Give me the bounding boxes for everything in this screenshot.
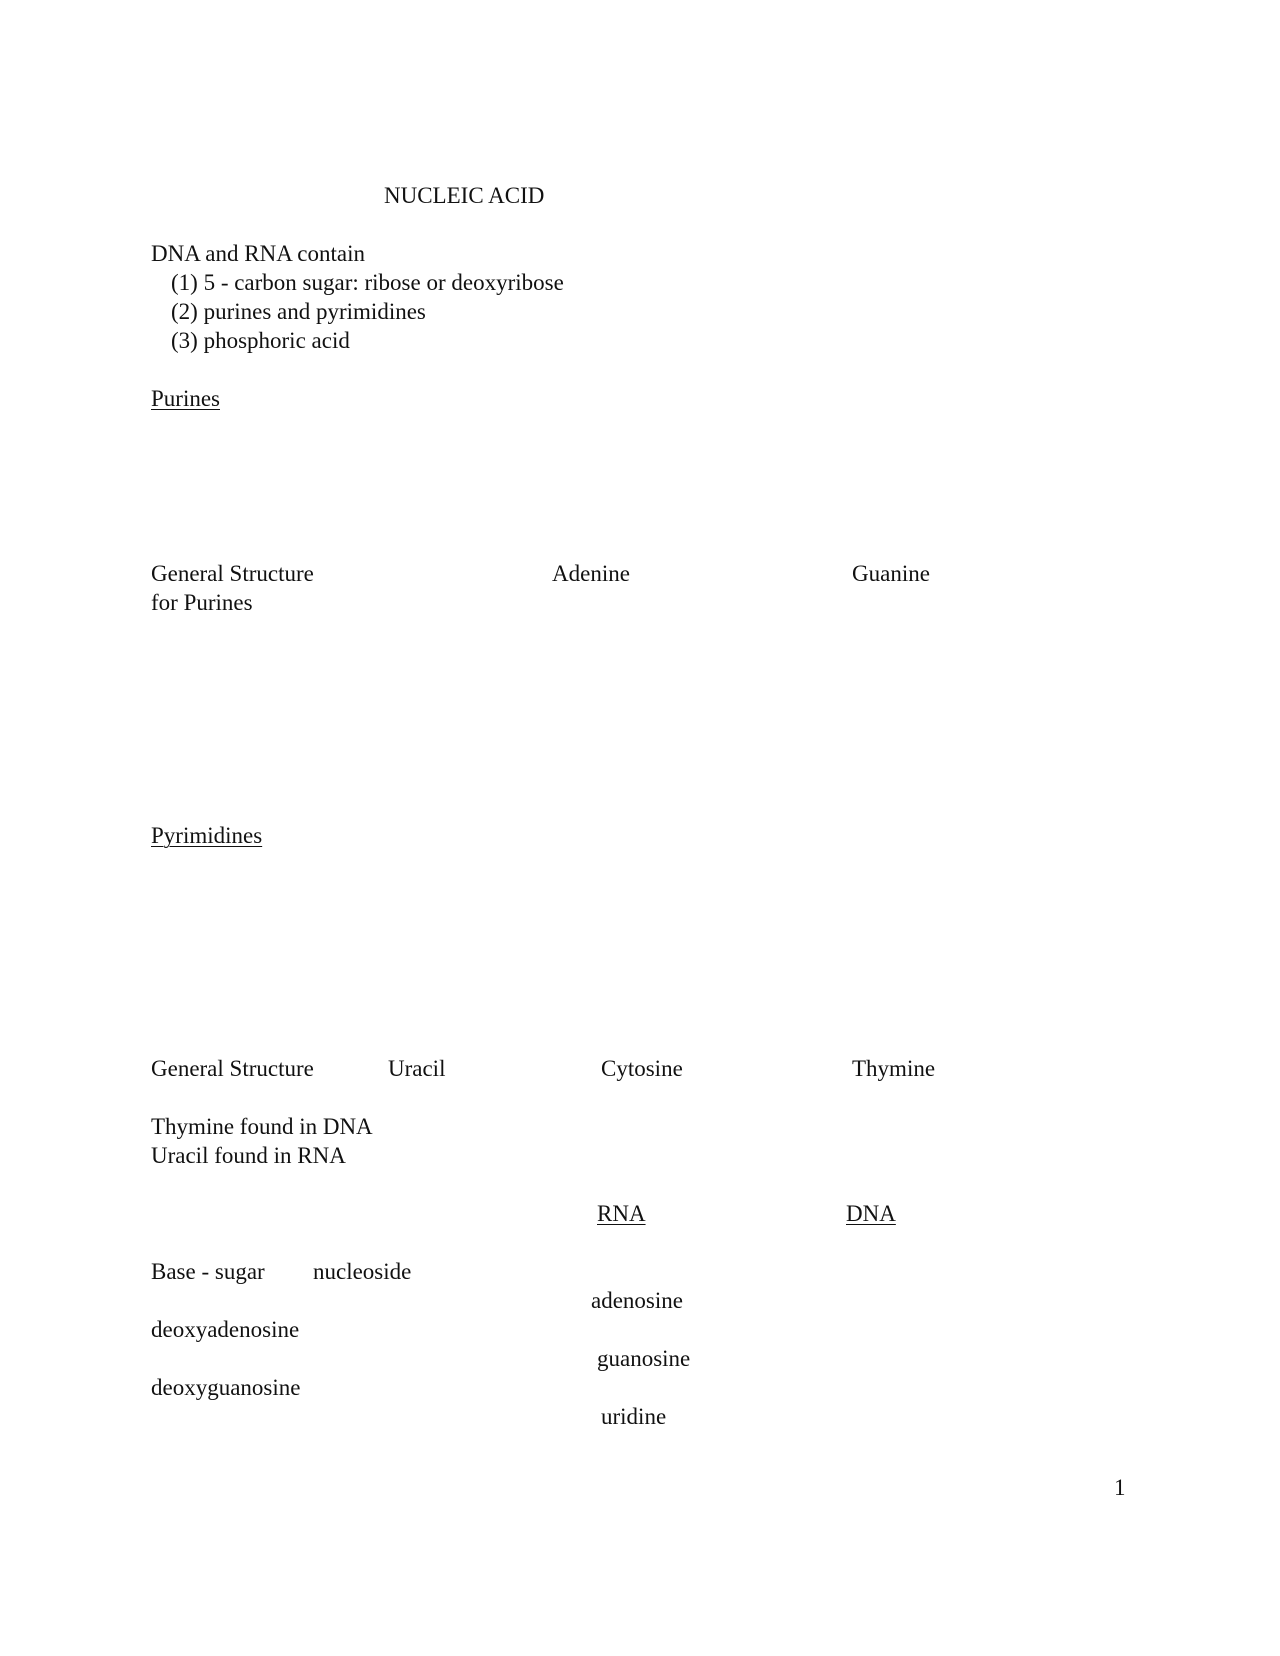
thymine-label: Thymine bbox=[852, 1056, 936, 1081]
base-sugar-label: Base - sugar bbox=[151, 1259, 265, 1284]
thymine-note: Thymine found in DNA bbox=[151, 1114, 373, 1139]
pyrimidines-general-structure: General Structure bbox=[151, 1056, 314, 1081]
deoxyguanosine-label: deoxyguanosine bbox=[151, 1375, 301, 1400]
intro-heading: DNA and RNA contain bbox=[151, 241, 366, 266]
adenosine-label: adenosine bbox=[591, 1288, 683, 1313]
intro-item-3: (3) phosphoric acid bbox=[171, 328, 350, 353]
guanosine-label: guanosine bbox=[597, 1346, 691, 1371]
uracil-note: Uracil found in RNA bbox=[151, 1143, 346, 1168]
page-number: 1 bbox=[1114, 1475, 1126, 1500]
uridine-label: uridine bbox=[601, 1404, 667, 1429]
intro-item-1: (1) 5 - carbon sugar: ribose or deoxyribose bbox=[171, 270, 564, 295]
purines-heading: Purines bbox=[151, 386, 220, 411]
uracil-label: Uracil bbox=[388, 1056, 446, 1081]
rna-column-header: RNA bbox=[597, 1201, 646, 1226]
adenine-label: Adenine bbox=[552, 561, 630, 586]
page-title: NUCLEIC ACID bbox=[384, 183, 545, 208]
guanine-label: Guanine bbox=[852, 561, 930, 586]
pyrimidines-heading: Pyrimidines bbox=[151, 823, 263, 848]
purines-general-structure: General Structure bbox=[151, 561, 314, 586]
cytosine-label: Cytosine bbox=[601, 1056, 683, 1081]
deoxyadenosine-label: deoxyadenosine bbox=[151, 1317, 300, 1342]
nucleoside-label: nucleoside bbox=[313, 1259, 412, 1284]
dna-column-header: DNA bbox=[846, 1201, 896, 1226]
intro-item-2: (2) purines and pyrimidines bbox=[171, 299, 426, 324]
purines-general-structure-sub: for Purines bbox=[151, 590, 253, 615]
